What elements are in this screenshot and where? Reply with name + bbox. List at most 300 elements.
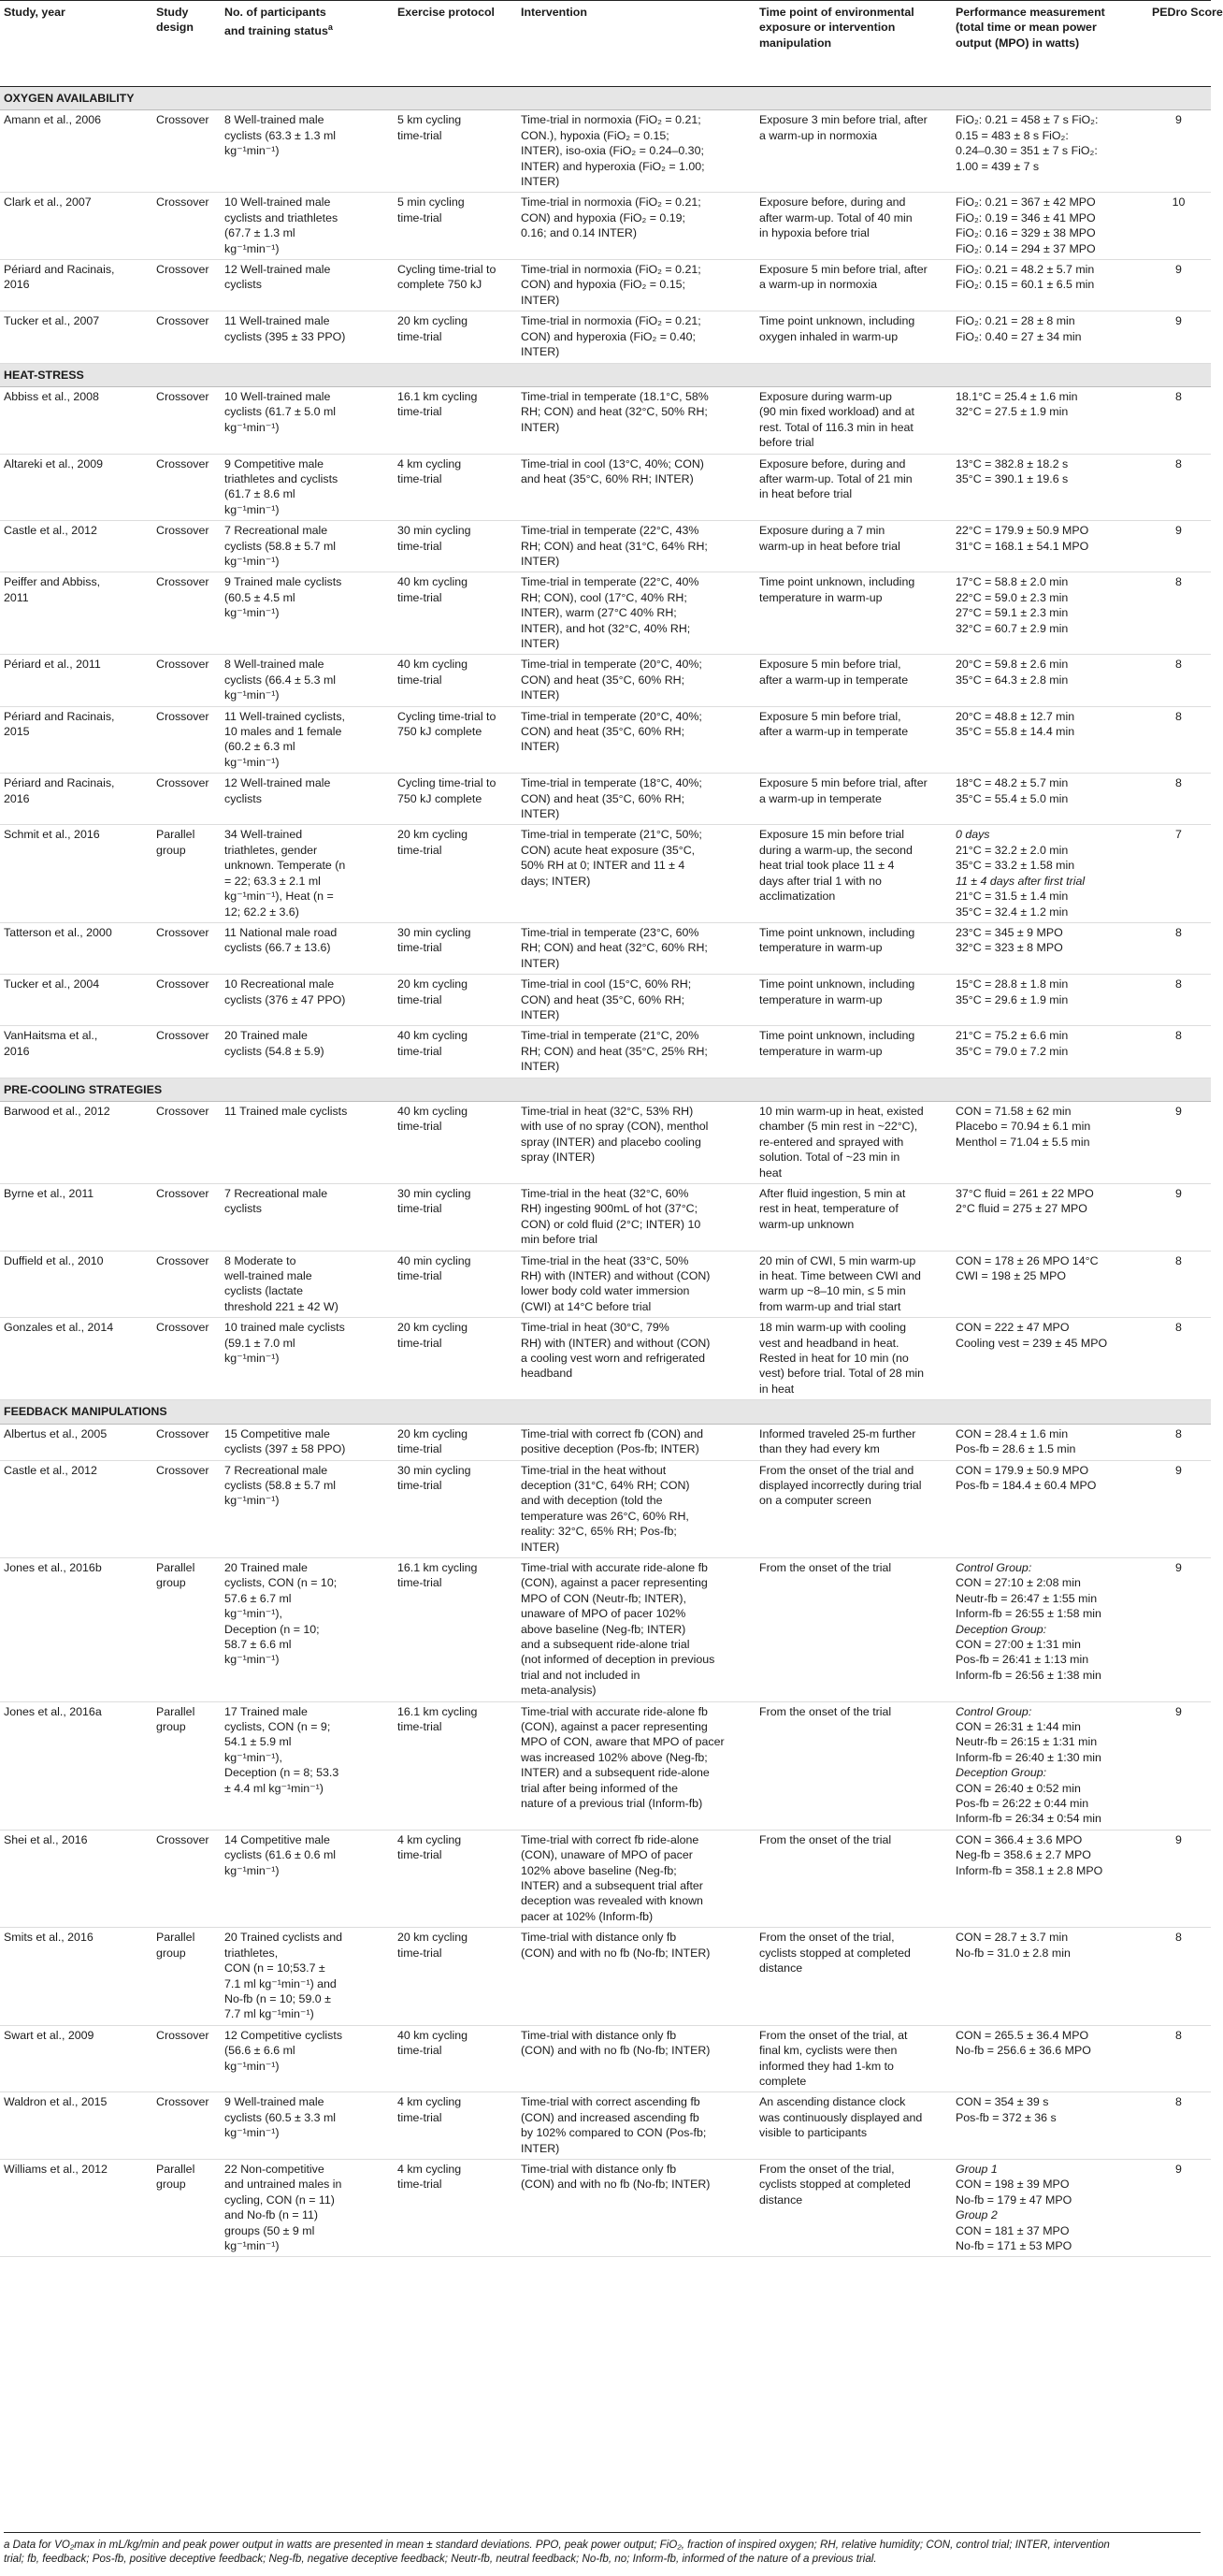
cell-intervention: [517, 2092, 755, 2160]
cell-line: Placebo = 70.94 ± 6.1 min: [956, 1120, 1091, 1134]
cell-line: FiO₂: 0.19 = 346 ± 41 MPO: [956, 210, 1096, 224]
cell-line: 10 min warm-up in heat, existed: [759, 1104, 924, 1118]
cell-time-point: [755, 1101, 952, 1183]
table-row: [0, 825, 1211, 922]
cell-exercise-protocol: [394, 2025, 517, 2092]
cell-line: 8: [1175, 776, 1182, 790]
cell-line: INTER): [521, 345, 560, 359]
cell-line: CON = 27:10 ± 2:08 min: [956, 1576, 1081, 1590]
cell-time-point: [755, 386, 952, 454]
cell-time-point: [755, 311, 952, 363]
cell-line: 35°C = 79.0 ± 7.2 min: [956, 1044, 1069, 1058]
cell-line: Périard and Racinais,: [4, 709, 115, 723]
cell-study-year: [0, 774, 152, 825]
cell-time-point: [755, 1557, 952, 1701]
cell-line: Exposure 5 min before trial,: [759, 658, 901, 672]
cell-line: cyclists: [224, 278, 262, 292]
table-body: [0, 87, 1211, 2257]
cell-line: 9: [1175, 1704, 1182, 1718]
column-header-pedro-score: [1148, 1, 1223, 87]
cell-line: Time-trial in temperate (18.1°C, 58%: [521, 389, 709, 403]
cell-exercise-protocol: [394, 521, 517, 572]
cell-performance: [952, 1251, 1148, 1318]
cell-performance: [952, 1424, 1148, 1460]
cell-line: informed they had 1-km to: [759, 2059, 894, 2073]
cell-line: 5 km cycling: [397, 113, 462, 127]
cell-line: cyclists stopped at completed: [759, 2178, 911, 2192]
cell-line: 8: [1175, 709, 1182, 723]
cell-pedro-score: [1148, 1184, 1211, 1252]
cell-intervention: [517, 521, 755, 572]
table-row: [0, 2025, 1211, 2092]
cell-intervention: [517, 1101, 755, 1183]
cell-exercise-protocol: [394, 193, 517, 260]
cell-line: Cooling vest = 239 ± 45 MPO: [956, 1336, 1108, 1350]
cell-line: by 102% compared to CON (Pos-fb;: [521, 2126, 707, 2140]
cell-line: 40 km cycling: [397, 658, 468, 672]
cell-pedro-score: [1148, 1026, 1211, 1078]
cell-study-design: [152, 1026, 221, 1078]
cell-line: vest) before trial. Total of 28 min: [759, 1367, 925, 1381]
cell-line: trial after being informed of the: [521, 1781, 679, 1795]
cell-line: after warm-up. Total of 21 min: [759, 471, 913, 485]
cell-study-year: [0, 386, 152, 454]
cell-line: Pos-fb = 28.6 ± 1.5 min: [956, 1442, 1076, 1456]
cell-line: Waldron et al., 2015: [4, 2095, 108, 2109]
cell-line: 9: [1175, 1187, 1182, 1200]
cell-study-year: [0, 454, 152, 521]
cell-line: temperature was 26°C, 60% RH,: [521, 1509, 689, 1523]
cell-line: 2015: [4, 725, 30, 739]
cell-pedro-score: [1148, 1557, 1211, 1701]
cell-line: (60.5 ± 4.5 ml: [224, 590, 295, 604]
cell-pedro-score: [1148, 1460, 1211, 1557]
cell-line: 9: [1175, 314, 1182, 328]
cell-line: RH) ingesting 900mL of hot (37°C;: [521, 1202, 698, 1216]
cell-line: MPO of CON (Neutr-fb; INTER),: [521, 1591, 686, 1605]
cell-line: 11 Trained male cyclists: [224, 1104, 348, 1118]
cell-line: Crossover: [156, 195, 209, 210]
cell-line: Exposure before, during and: [759, 195, 906, 210]
cell-performance: [952, 922, 1148, 974]
cell-line: Jones et al., 2016b: [4, 1560, 102, 1574]
cell-line: 20 km cycling: [397, 977, 468, 991]
cell-line: 40 km cycling: [397, 2028, 468, 2042]
cell-line: 8: [1175, 1253, 1182, 1267]
cell-line: Exposure 5 min before trial, after: [759, 776, 928, 790]
cell-line: 10 Recreational male: [224, 977, 335, 991]
cell-line: 1.00 = 439 ± 7 s: [956, 159, 1040, 173]
cell-line: Castle et al., 2012: [4, 524, 97, 538]
cell-line: CON) acute heat exposure (35°C,: [521, 843, 696, 857]
cell-line: cyclists (58.8 ± 5.7 ml: [224, 539, 337, 553]
cell-line: Crossover: [156, 1463, 209, 1477]
table-row: [0, 110, 1211, 193]
cell-pedro-score: [1148, 655, 1211, 706]
cell-line: FiO₂: 0.21 = 458 ± 7 s FiO₂:: [956, 113, 1099, 127]
cell-study-year: [0, 1928, 152, 2025]
cell-line: time-trial: [397, 992, 442, 1006]
cell-line: CON) and heat (35°C, 60% RH;: [521, 992, 685, 1006]
footnote-line: a Data for VO₂max in mL/kg/min and peak power output in watts are presented in mean ± standard deviations. PPO, peak power output; FiO₂, fraction of inspired oxygen; RH, relative humidity; CON, control trial; INTER, intervention: [4, 2539, 1110, 2551]
cell-line: deception was revealed with known: [521, 1894, 703, 1908]
cell-performance: [952, 1026, 1148, 1078]
cell-line: Time-trial in normoxia (FiO₂ = 0.21;: [521, 263, 701, 277]
column-header-line: No. of participants: [224, 6, 326, 19]
cell-line: a cooling vest worn and refrigerated: [521, 1352, 705, 1366]
cell-line: and No-fb (n = 11): [224, 2208, 318, 2222]
cell-pedro-score: [1148, 260, 1211, 311]
cell-line: triathletes and cyclists: [224, 471, 338, 485]
cell-line: 31°C = 168.1 ± 54.1 MPO: [956, 539, 1089, 553]
cell-line: 10 trained male cyclists: [224, 1321, 345, 1335]
cell-line: kg⁻¹min⁻¹), Heat (n =: [224, 890, 334, 904]
cell-time-point: [755, 1460, 952, 1557]
cell-line: RH; CON) and heat (35°C, 25% RH;: [521, 1044, 708, 1058]
cell-line: 2016: [4, 1044, 30, 1058]
cell-line: days; INTER): [521, 874, 591, 888]
cell-time-point: [755, 825, 952, 922]
cell-intervention: [517, 193, 755, 260]
cell-line: FiO₂: 0.40 = 27 ± 34 min: [956, 329, 1082, 343]
cell-line: kg⁻¹min⁻¹): [224, 1653, 280, 1667]
cell-time-point: [755, 1318, 952, 1400]
cell-line: Inform-fb = 358.1 ± 2.8 MPO: [956, 1863, 1103, 1877]
cell-line: 9: [1175, 2162, 1182, 2176]
cell-line: cyclists (376 ± 47 PPO): [224, 992, 346, 1006]
cell-line: Crossover: [156, 977, 209, 991]
cell-line: Time-trial in temperate (22°C, 40%: [521, 575, 699, 589]
cell-line: Cycling time-trial to: [397, 776, 496, 790]
column-header-line: manipulation: [759, 36, 832, 50]
cell-line: Cycling time-trial to: [397, 709, 496, 723]
cell-pedro-score: [1148, 975, 1211, 1026]
cell-line: 8: [1175, 1426, 1182, 1440]
cell-line: INTER): [521, 420, 560, 434]
cell-line: triathletes,: [224, 1946, 279, 1960]
cell-line: time-trial: [397, 1269, 442, 1283]
cell-line: Time-trial in heat (32°C, 53% RH): [521, 1104, 694, 1118]
cell-line: Time-trial in temperate (21°C, 20%: [521, 1029, 699, 1043]
cell-pedro-score: [1148, 2092, 1211, 2160]
cell-line: distance: [759, 1961, 803, 1975]
cell-performance: [952, 825, 1148, 922]
cell-line: 7.1 ml kg⁻¹min⁻¹) and: [224, 1976, 337, 1990]
cell-line: Swart et al., 2009: [4, 2028, 94, 2042]
cell-intervention: [517, 1026, 755, 1078]
table-row: [0, 454, 1211, 521]
cell-line: Rested in heat for 10 min (no: [759, 1352, 909, 1366]
cell-exercise-protocol: [394, 1184, 517, 1252]
cell-line: Tucker et al., 2004: [4, 977, 100, 991]
cell-study-year: [0, 1701, 152, 1830]
cell-time-point: [755, 1184, 952, 1252]
cell-line: 21°C = 32.2 ± 2.0 min: [956, 843, 1069, 857]
cell-line: FiO₂: 0.21 = 367 ± 42 MPO: [956, 195, 1096, 210]
cell-line: = 22; 63.3 ± 2.1 ml: [224, 874, 321, 888]
cell-line: time-trial: [397, 941, 442, 955]
cell-line: RH; CON) and heat (31°C, 64% RH;: [521, 539, 708, 553]
cell-line: CON = 179.9 ± 50.9 MPO: [956, 1463, 1089, 1477]
cell-intervention: [517, 1928, 755, 2025]
table-row: [0, 521, 1211, 572]
cell-line: time-trial: [397, 673, 442, 687]
cell-line: Exposure 3 min before trial, after: [759, 113, 928, 127]
column-header-line: Study: [156, 6, 189, 19]
cell-line: cyclists: [224, 1202, 262, 1216]
cell-line: 50% RH at 0; INTER and 11 ± 4: [521, 859, 685, 873]
cell-line: 32°C = 323 ± 8 MPO: [956, 941, 1063, 955]
cell-line: CON) and heat (35°C, 60% RH;: [521, 725, 685, 739]
cell-line: 9 Competitive male: [224, 456, 324, 470]
cell-line: cyclists (61.6 ± 0.6 ml: [224, 1848, 337, 1862]
cell-line: CON = 198 ± 39 MPO: [956, 2178, 1070, 2192]
cell-study-design: [152, 1101, 221, 1183]
cell-performance: [952, 1557, 1148, 1701]
cell-line: ± 4.4 ml kg⁻¹min⁻¹): [224, 1781, 324, 1795]
cell-line: Amann et al., 2006: [4, 113, 102, 127]
cell-time-point: [755, 655, 952, 706]
cell-line: time-trial: [397, 1946, 442, 1960]
cell-pedro-score: [1148, 1318, 1211, 1400]
cell-line: Schmit et al., 2016: [4, 828, 100, 842]
cell-line: time-trial: [397, 1336, 442, 1350]
cell-time-point: [755, 1026, 952, 1078]
cell-exercise-protocol: [394, 706, 517, 774]
cell-study-design: [152, 774, 221, 825]
cell-line: 8 Moderate to: [224, 1253, 296, 1267]
cell-line: kg⁻¹min⁻¹): [224, 2239, 280, 2252]
cell-time-point: [755, 521, 952, 572]
cell-line: Peiffer and Abbiss,: [4, 575, 101, 589]
cell-line: on a computer screen: [759, 1494, 871, 1508]
cell-line: Time-trial in normoxia (FiO₂ = 0.21;: [521, 113, 701, 127]
cell-participants: [221, 655, 394, 706]
cell-line: unaware of MPO of pacer 102%: [521, 1607, 686, 1621]
cell-line: Crossover: [156, 389, 209, 403]
cell-line: Parallel: [156, 1560, 195, 1574]
cell-performance: [952, 193, 1148, 260]
cell-line: 18 min warm-up with cooling: [759, 1321, 907, 1335]
cell-line: Crossover: [156, 658, 209, 672]
cell-line: 8: [1175, 456, 1182, 470]
cell-pedro-score: [1148, 1101, 1211, 1183]
cell-line: 13°C = 382.8 ± 18.2 s: [956, 456, 1069, 470]
column-header-line: Time point of environmental: [759, 6, 914, 19]
cell-line: Crossover: [156, 1426, 209, 1440]
cell-line: well-trained male: [224, 1269, 312, 1283]
table-row: [0, 1557, 1211, 1701]
cell-pedro-score: [1148, 1424, 1211, 1460]
cell-exercise-protocol: [394, 1026, 517, 1078]
cell-pedro-score: [1148, 2025, 1211, 2092]
cell-time-point: [755, 2092, 952, 2160]
table-row: [0, 2159, 1211, 2256]
cell-line: in hypoxia before trial: [759, 226, 870, 240]
cell-line: Deception (n = 10;: [224, 1622, 320, 1636]
cell-line: Crossover: [156, 524, 209, 538]
cell-line: Crossover: [156, 2095, 209, 2109]
cell-line: Crossover: [156, 925, 209, 939]
cell-line: 9: [1175, 1104, 1182, 1118]
cell-line: Time-trial in temperate (22°C, 43%: [521, 524, 699, 538]
cell-line: 8: [1175, 977, 1182, 991]
cell-line: after a warm-up in temperate: [759, 725, 909, 739]
cell-line: above baseline (Neg-fb; INTER): [521, 1622, 686, 1636]
cell-line: 8 Well-trained male: [224, 113, 324, 127]
section-header-row: [0, 1400, 1211, 1424]
cell-line: 2016: [4, 791, 30, 805]
cell-line: Informed traveled 25-m further: [759, 1426, 916, 1440]
cell-line: 37°C fluid = 261 ± 22 MPO: [956, 1187, 1094, 1200]
cell-line: Crossover: [156, 314, 209, 328]
cell-line: CON (n = 10;53.7 ±: [224, 1961, 325, 1975]
cell-line: 10 Well-trained male: [224, 389, 331, 403]
cell-line: time-trial: [397, 1442, 442, 1456]
cell-pedro-score: [1148, 386, 1211, 454]
cell-line: group: [156, 1576, 186, 1590]
cell-line: Time-trial in temperate (20°C, 40%;: [521, 709, 702, 723]
cell-time-point: [755, 572, 952, 655]
cell-intervention: [517, 1424, 755, 1460]
cell-line: Time-trial with accurate ride-alone fb: [521, 1704, 708, 1718]
cell-line: (CON) and with no fb (No-fb; INTER): [521, 2178, 711, 2192]
cell-line: Crossover: [156, 1253, 209, 1267]
cell-line: Time point unknown, including: [759, 925, 915, 939]
cell-line: CWI = 198 ± 25 MPO: [956, 1269, 1067, 1283]
cell-line: warm up ~8–10 min, ≤ 5 min: [759, 1284, 906, 1298]
cell-line: From the onset of the trial,: [759, 2162, 895, 2176]
column-header-line: exposure or intervention: [759, 21, 896, 35]
cell-line: time-trial: [397, 471, 442, 485]
cell-line: Time-trial in normoxia (FiO₂ = 0.21;: [521, 314, 701, 328]
cell-line: Pos-fb = 26:41 ± 1:13 min: [956, 1653, 1089, 1667]
cell-line: kg⁻¹min⁻¹): [224, 502, 280, 516]
cell-participants: [221, 706, 394, 774]
cell-study-design: [152, 1318, 221, 1400]
cell-exercise-protocol: [394, 1318, 517, 1400]
cell-line: kg⁻¹min⁻¹): [224, 1863, 280, 1877]
cell-line: Abbiss et al., 2008: [4, 389, 99, 403]
cell-line: 20 km cycling: [397, 828, 468, 842]
cell-line: INTER) and a subsequent trial after: [521, 1879, 703, 1893]
cell-line: After fluid ingestion, 5 min at: [759, 1187, 906, 1200]
cell-line: 21°C = 75.2 ± 6.6 min: [956, 1029, 1069, 1043]
cell-study-design: [152, 825, 221, 922]
cell-pedro-score: [1148, 2159, 1211, 2256]
cell-intervention: [517, 922, 755, 974]
cell-time-point: [755, 1251, 952, 1318]
table-row: [0, 1701, 1211, 1830]
cell-line: meta-analysis): [521, 1684, 597, 1698]
cell-line: Time point unknown, including: [759, 977, 915, 991]
cell-line: Time-trial in temperate (21°C, 50%;: [521, 828, 702, 842]
cell-line: CON = 71.58 ± 62 min: [956, 1104, 1072, 1118]
cell-line: 8: [1175, 2095, 1182, 2109]
table-row: [0, 1830, 1211, 1927]
cell-line: 0.24–0.30 = 351 ± 7 s FiO₂:: [956, 144, 1098, 158]
table-row: [0, 1928, 1211, 2025]
cell-line: 9 Trained male cyclists: [224, 575, 342, 589]
cell-study-design: [152, 1424, 221, 1460]
cell-line: 40 km cycling: [397, 575, 468, 589]
cell-line: CON) and heat (35°C, 60% RH;: [521, 673, 685, 687]
cell-performance: [952, 1318, 1148, 1400]
cell-line: time-trial: [397, 590, 442, 604]
cell-line: kg⁻¹min⁻¹): [224, 1352, 280, 1366]
section-header-row: [0, 1078, 1211, 1101]
cell-performance: [952, 706, 1148, 774]
cell-line: INTER): [521, 2141, 560, 2155]
cell-exercise-protocol: [394, 1830, 517, 1927]
cell-line: RH; CON), cool (17°C, 40% RH;: [521, 590, 687, 604]
cell-line: Time-trial with correct fb (CON) and: [521, 1426, 704, 1440]
cell-line: 750 kJ complete: [397, 725, 482, 739]
cell-line: chamber (5 min rest in ~22°C),: [759, 1120, 918, 1134]
cell-line: CON.), hypoxia (FiO₂ = 0.15;: [521, 128, 669, 142]
cell-participants: [221, 193, 394, 260]
cell-line: Tatterson et al., 2000: [4, 925, 112, 939]
cell-line: Crossover: [156, 113, 209, 127]
cell-study-year: [0, 825, 152, 922]
cell-line: Inform-fb = 26:40 ± 1:30 min: [956, 1750, 1101, 1764]
cell-line: Exposure 5 min before trial, after: [759, 263, 928, 277]
cell-line: INTER), and hot (32°C, 40% RH;: [521, 621, 691, 635]
cell-line: From the onset of the trial: [759, 1560, 892, 1574]
cell-pedro-score: [1148, 521, 1211, 572]
cell-line: 4 km cycling: [397, 2095, 462, 2109]
cell-line: Crossover: [156, 1187, 209, 1200]
cell-line: 12; 62.2 ± 3.6): [224, 904, 299, 919]
header-row: [0, 1, 1211, 87]
cell-line: Périard and Racinais,: [4, 263, 115, 277]
cell-line: 4 km cycling: [397, 456, 462, 470]
cell-line: rest in heat, temperature of: [759, 1202, 899, 1216]
cell-line: Duffield et al., 2010: [4, 1253, 104, 1267]
cell-line: (CWI) at 14°C before trial: [521, 1299, 652, 1313]
cell-line: INTER): [521, 554, 560, 568]
cell-intervention: [517, 706, 755, 774]
cell-line: INTER): [521, 293, 560, 307]
cell-line: before trial: [759, 436, 814, 450]
cell-line: 7 Recreational male: [224, 1187, 328, 1200]
cell-line: cyclists, CON (n = 9;: [224, 1720, 331, 1733]
cell-performance: [952, 454, 1148, 521]
cell-pedro-score: [1148, 110, 1211, 193]
cell-line: 20 Trained cyclists and: [224, 1931, 343, 1945]
cell-line: 8: [1175, 1321, 1182, 1335]
cell-intervention: [517, 975, 755, 1026]
cell-line: was increased 102% above (Neg-fb;: [521, 1750, 708, 1764]
cell-time-point: [755, 110, 952, 193]
column-header-study-design: [152, 1, 221, 87]
cell-line: time-trial: [397, 2044, 442, 2058]
section-title: PRE-COOLING STRATEGIES: [0, 1078, 1211, 1101]
cell-study-design: [152, 2159, 221, 2256]
cell-line: INTER): [521, 637, 560, 650]
cell-pedro-score: [1148, 454, 1211, 521]
cell-time-point: [755, 454, 952, 521]
cell-performance: [952, 521, 1148, 572]
cell-line: Crossover: [156, 1321, 209, 1335]
cell-line: 35°C = 29.6 ± 1.9 min: [956, 992, 1069, 1006]
cell-line: Clark et al., 2007: [4, 195, 92, 210]
cell-line: final km, cyclists were then: [759, 2044, 898, 2058]
cell-intervention: [517, 1184, 755, 1252]
table-row: [0, 975, 1211, 1026]
cell-line: INTER), iso-oxia (FiO₂ = 0.24–0.30;: [521, 144, 704, 158]
cell-participants: [221, 825, 394, 922]
